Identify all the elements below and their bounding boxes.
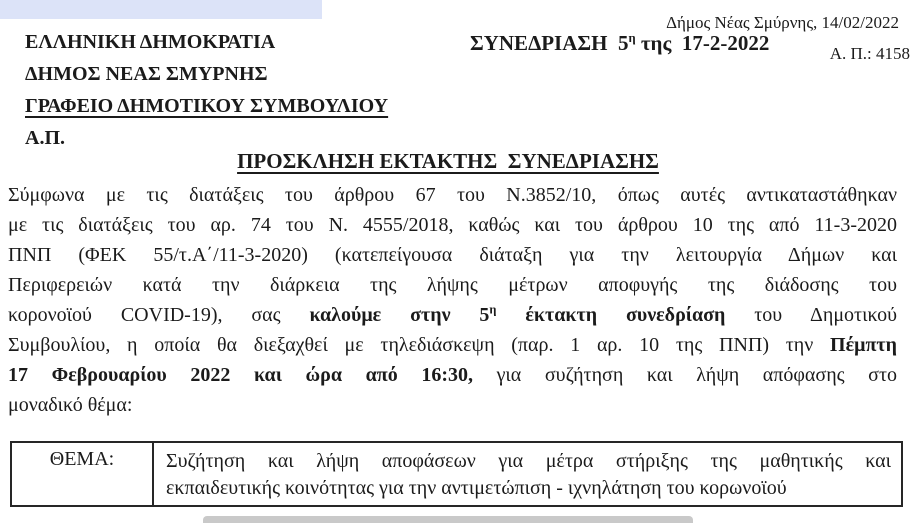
selection-highlight-bar	[0, 0, 322, 19]
text-line	[8, 390, 897, 420]
letterhead-protocol-label: Α.Π.	[25, 127, 65, 149]
topic-text-cell	[154, 443, 901, 505]
session-heading	[470, 31, 769, 56]
text-line	[8, 210, 897, 240]
letterhead-office: ΓΡΑΦΕΙΟ ΔΗΜΟΤΙΚΟΥ ΣΥΜΒΟΥΛΙΟΥ	[25, 95, 389, 117]
text-line	[8, 330, 897, 360]
text-segment: καλούμε στην 5	[309, 304, 490, 326]
text-segment: Περιφερειών κατά την διάρκεια της λήψης μέτρων αποφυγής της διάδοσης του	[8, 274, 897, 296]
text-segment: ΠΝΠ (ΦΕΚ 55/τ.Α΄/11-3-2020) (κατεπείγουσα διάταξη για την λειτουργία Δήμων και	[8, 244, 897, 266]
text-line	[8, 180, 897, 210]
next-section-edge-bar	[203, 516, 693, 523]
document-title: ΠΡΟΣΚΛΗΣΗ ΕΚΤΑΚΤΗΣ ΣΥΝΕΔΡΙΑΣΗΣ	[237, 149, 659, 173]
topic-label-cell: ΘΕΜΑ:	[12, 443, 154, 505]
protocol-number: Α. Π.: 4158	[829, 44, 910, 63]
text-segment: Σύμφωνα με τις διατάξεις του άρθρου 67 του Ν.3852/10, όπως αυτές αντικαταστάθηκαν	[8, 184, 897, 206]
letterhead-block	[25, 26, 388, 154]
body-paragraph	[8, 180, 897, 420]
text-line	[166, 448, 891, 475]
text-segment: Συμβουλίου, η οποία θα διεξαχθεί με τηλεδιάσκεψη (παρ. 1 αρ. 10 της ΠΝΠ) την	[8, 334, 831, 356]
text-line	[8, 240, 897, 270]
text-segment: για συζήτηση και λήψη απόφασης στο	[472, 364, 897, 386]
text-segment: μοναδικό θέμα:	[8, 394, 133, 416]
text-segment: εκπαιδευτικής κοινότητας για την αντιμετώπιση - ιχνηλάτηση του κορωνοϊού	[166, 477, 787, 499]
text-segment: Συζήτηση και λήψη αποφάσεων για μέτρα στήριξης της μαθητικής και	[166, 450, 891, 472]
letterhead-country: ΕΛΛΗΝΙΚΗ ΔΗΜΟΚΡΑΤΙΑ	[25, 31, 276, 53]
text-segment: Πέμπτη	[830, 334, 897, 356]
text-segment: έκτακτη συνεδρίαση	[496, 304, 726, 326]
session-heading-suffix: της 17-2-2022	[635, 31, 770, 55]
session-heading-prefix: ΣΥΝΕΔΡΙΑΣΗ 5	[470, 31, 629, 55]
text-line	[8, 300, 897, 330]
topic-table	[10, 441, 903, 507]
text-line	[8, 360, 897, 390]
scan-date-line: Δήμος Νέας Σμύρνης, 14/02/2022	[666, 13, 899, 32]
text-line	[8, 270, 897, 300]
text-line	[166, 475, 891, 502]
text-segment: με τις διατάξεις του αρ. 74 του Ν. 4555/2018, καθώς και του άρθρου 10 της από 11-3-2020	[8, 214, 897, 236]
text-segment: 17 Φεβρουαρίου 2022 και ώρα από 16:30,	[8, 364, 473, 386]
letterhead-municipality: ΔΗΜΟΣ ΝΕΑΣ ΣΜΥΡΝΗΣ	[25, 63, 268, 85]
text-segment: του Δημοτικού	[725, 304, 897, 326]
text-segment: κορονοϊού COVID-19), σας	[8, 304, 310, 326]
text-segment: η	[489, 302, 497, 317]
session-heading-ordinal: η	[628, 31, 636, 45]
